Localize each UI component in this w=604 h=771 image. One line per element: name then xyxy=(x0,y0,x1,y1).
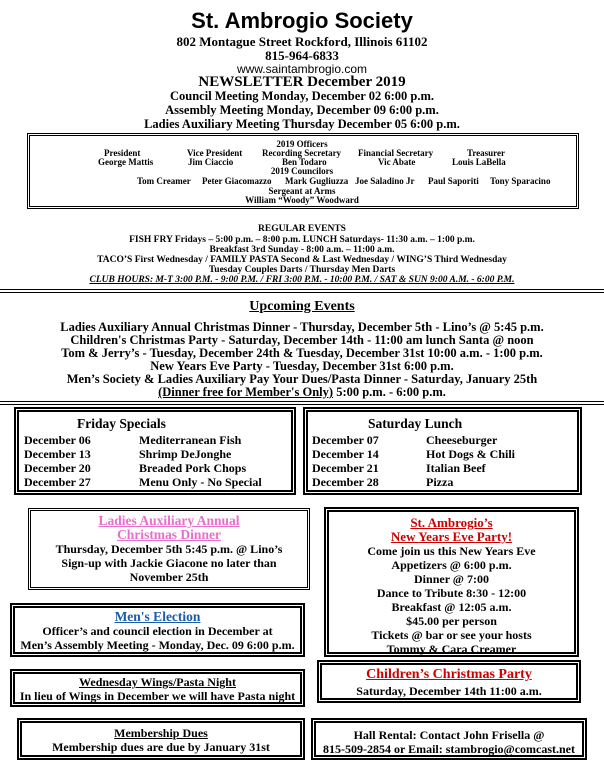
meeting-ladies: Ladies Auxiliary Meeting Thursday December 05 6:00 p.m. xyxy=(144,117,460,131)
ladies-dinner-box xyxy=(28,508,310,590)
nye-line: Dinner @ 7:00 xyxy=(414,572,489,586)
wings-pasta-box xyxy=(10,669,305,707)
officer-name-vp: Jim Ciaccio xyxy=(188,157,234,167)
dinner-free-note: (Dinner free for Member's Only) xyxy=(158,385,334,399)
officer-title-financial: Financial Secretary xyxy=(358,148,434,158)
hall-rental-email[interactable]: 815-509-2854 or Email: stambrogio@comcast.net xyxy=(322,742,576,756)
councilor: Mark Gugliuzza xyxy=(285,176,349,186)
address: 802 Montague Street Rockford, Illinois 61102 xyxy=(176,34,428,49)
saturday-item: Pizza xyxy=(426,475,454,489)
nye-line: $45.00 per person xyxy=(406,614,497,628)
upcoming-event-last xyxy=(0,385,604,400)
officer-name-president: George Mattis xyxy=(98,157,154,167)
mens-election-box xyxy=(10,603,305,657)
nye-line: Appetizers @ 6:00 p.m. xyxy=(391,558,512,572)
friday-date: December 13 xyxy=(24,447,91,461)
friday-specials-title: Friday Specials xyxy=(77,416,166,431)
saturday-date: December 21 xyxy=(312,461,379,475)
nye-line: Tickets @ bar or see your hosts xyxy=(371,628,532,642)
saturday-item: Italian Beef xyxy=(426,461,486,475)
councilor: Tony Sparacino xyxy=(490,176,551,186)
meeting-council: Council Meeting Monday, December 02 6:00 p.m. xyxy=(170,89,434,103)
childrens-party-line: Saturday, December 14th 11:00 a.m. xyxy=(356,684,542,698)
dinner-time: 5:00 p.m. - 6:00 p.m. xyxy=(333,385,446,399)
upcoming-event: Ladies Auxiliary Annual Christmas Dinner - Thursday, December 5th - Lino’s @ 5:45 p.m. xyxy=(60,320,544,334)
friday-item: Menu Only - No Special xyxy=(139,475,262,489)
upcoming-event: Children's Christmas Party - Saturday, December 14th - 11:00 am lunch Santa @ noon xyxy=(70,333,534,347)
club-hours: CLUB HOURS: M-T 3:00 P.M. - 9:00 P.M. / FRI 3:00 P.M. - 10:00 P.M. / SAT & SUN 9:00 A.M. - 6:00 P.M. xyxy=(89,275,515,285)
officer-title-president: President xyxy=(104,148,141,158)
org-name: St. Ambrogio Society xyxy=(191,8,413,33)
wings-pasta-title: Wednesday Wings/Pasta Night xyxy=(79,675,236,689)
divider-top xyxy=(0,289,604,293)
nye-title-1: St. Ambrogio’s xyxy=(410,515,493,530)
saturday-lunch-title: Saturday Lunch xyxy=(368,416,463,431)
hall-rental-line: Hall Rental: Contact John Frisella @ xyxy=(353,728,545,742)
ladies-dinner-title-1: Ladies Auxiliary Annual xyxy=(98,513,240,528)
officer-title-treasurer: Treasurer xyxy=(467,148,505,158)
upcoming-heading: Upcoming Events xyxy=(249,299,355,314)
officers-heading: 2019 Officers xyxy=(276,139,328,149)
nye-line: Come join us this New Years Eve xyxy=(367,544,536,558)
saturday-item: Hot Dogs & Chili xyxy=(426,447,516,461)
nye-line: Dance to Tribute 8:30 - 12:00 xyxy=(376,586,527,600)
friday-specials-box xyxy=(14,407,296,495)
membership-dues-title: Membership Dues xyxy=(114,726,208,740)
childrens-party-title: Children’s Christmas Party xyxy=(366,667,532,682)
ladies-dinner-line: Sign-up with Jackie Giacone no later than xyxy=(61,556,277,570)
friday-item: Shrimp DeJonghe xyxy=(139,447,232,461)
regular-events-line: FISH FRY Fridays – 5:00 p.m. – 8:00 p.m. LUNCH Saturdays- 11:30 a.m. – 1:00 p.m. xyxy=(129,235,475,245)
membership-dues-line: Membership dues are due by January 31st xyxy=(52,740,270,754)
regular-events-line: TACO’S First Wednesday / FAMILY PASTA Second & Last Wednesday / WING’S Third Wednesday xyxy=(97,255,507,265)
childrens-party-box xyxy=(317,660,581,703)
mens-election-title: Men's Election xyxy=(114,609,201,624)
divider-bottom xyxy=(0,401,604,405)
officer-name-recording: Ben Todaro xyxy=(282,157,327,167)
nye-title-2: New Years Eve Party! xyxy=(390,529,513,544)
friday-item: Mediterranean Fish xyxy=(139,433,242,447)
nye-line: Tommy & Cara Creamer xyxy=(386,642,517,656)
meeting-assembly: Assembly Meeting Monday, December 09 6:00 p.m. xyxy=(165,103,439,117)
regular-events-line: Breakfast 3rd Sunday - 8:00 a.m. – 11:00 a.m. xyxy=(209,245,395,255)
nye-party-box xyxy=(324,507,579,657)
councilor: Joe Saladino Jr xyxy=(355,176,415,186)
ladies-dinner-line: November 25th xyxy=(129,570,209,584)
regular-events-line: Tuesday Couples Darts / Thursday Men Darts xyxy=(208,265,396,275)
saturday-item: Cheeseburger xyxy=(426,433,498,447)
wings-pasta-line: In lieu of Wings in December we will have Pasta night xyxy=(19,689,296,703)
hall-rental-box xyxy=(311,718,587,760)
friday-date: December 06 xyxy=(24,433,91,447)
friday-date: December 20 xyxy=(24,461,91,475)
saturday-date: December 28 xyxy=(312,475,379,489)
membership-dues-box xyxy=(17,718,305,760)
officer-name-treasurer: Louis LaBella xyxy=(452,157,506,167)
mens-election-line: Men’s Assembly Meeting - Monday, Dec. 09 6:00 p.m. xyxy=(20,638,295,652)
sergeant-name: William “Woody” Woodward xyxy=(245,195,359,205)
newsletter-title: NEWSLETTER December 2019 xyxy=(198,74,406,90)
councilor: Peter Giacomazzo xyxy=(202,176,272,186)
ladies-dinner-title-2: Christmas Dinner xyxy=(117,527,221,542)
councilor: Paul Saporiti xyxy=(428,176,479,186)
nye-line: Breakfast @ 12:05 a.m. xyxy=(391,600,512,614)
website-link[interactable]: www.saintambrogio.com xyxy=(236,62,368,76)
upcoming-event: Men’s Society & Ladies Auxiliary Pay Your Dues/Pasta Dinner - Saturday, January 25th xyxy=(66,372,538,386)
ladies-dinner-line: Thursday, December 5th 5:45 p.m. @ Lino’s xyxy=(55,542,283,556)
officer-title-vp: Vice President xyxy=(187,148,243,158)
friday-date: December 27 xyxy=(24,475,91,489)
regular-events-heading: REGULAR EVENTS xyxy=(258,224,346,234)
mens-election-line: Officer’s and council election in December at xyxy=(42,624,273,638)
phone: 815-964-6833 xyxy=(265,48,339,63)
upcoming-event: New Years Eve Party - Tuesday, December 31st 6:00 p.m. xyxy=(150,359,454,373)
councilors-heading: 2019 Councilors xyxy=(270,166,334,176)
saturday-date: December 14 xyxy=(312,447,379,461)
friday-item: Breaded Pork Chops xyxy=(139,461,247,475)
saturday-lunch-box xyxy=(303,407,582,495)
councilor: Tom Creamer xyxy=(137,176,191,186)
officer-title-recording: Recording Secretary xyxy=(262,148,342,158)
upcoming-event: Tom & Jerry’s - Tuesday, December 24th & Tuesday, December 31st 10:00 a.m. - 1:00 p.m. xyxy=(61,346,543,360)
sergeant-title: Sergeant at Arms xyxy=(268,186,336,196)
officer-name-financial: Vic Abate xyxy=(378,157,416,167)
saturday-date: December 07 xyxy=(312,433,379,447)
